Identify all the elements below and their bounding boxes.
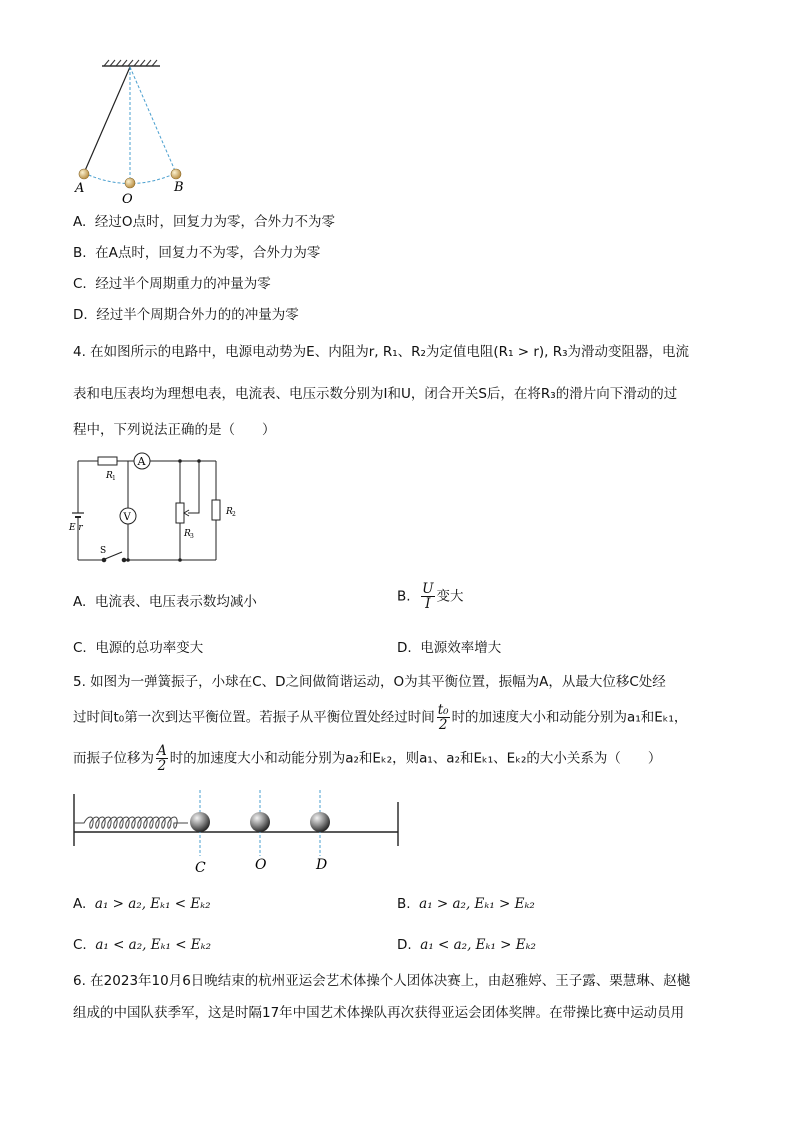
a-half-fraction: $\frac{A}{2}$ — [157, 743, 167, 774]
q4-stem-line3: 程中，下列说法正确的是（ ） — [73, 422, 276, 438]
q6-stem-line1: 6. 在2023年10月6日晚结束的杭州亚运会艺术体操个人团体决赛上，由赵雅婷、王子露、栗慧琳、赵樾 — [73, 973, 691, 989]
bob-O — [125, 178, 135, 188]
r2-label: R — [226, 507, 233, 517]
svg-text:3: 3 — [190, 533, 194, 540]
q3-option-b[interactable]: B. 在A点时，回复力不为零，合外力为零 — [73, 245, 321, 261]
q3-option-d[interactable]: D. 经过半个周期合外力的的冲量为零 — [73, 307, 299, 323]
r3-label: R — [184, 529, 191, 539]
r2-resistor — [212, 500, 220, 520]
q4-option-a[interactable]: A. 电流表、电压表示数均减小 — [73, 594, 257, 610]
spring-coil — [74, 817, 188, 828]
source-label: E r — [69, 523, 83, 533]
q4-stem-line1: 4. 在如图所示的电路中，电源电动势为E、内阻为r, R₁、R₂为定值电阻(R₁ > r), R₃为滑动变阻器，电流 — [73, 344, 690, 360]
q5-stem-line1: 5. 如图为一弹簧振子，小球在C、D之间做简谐运动，O为其平衡位置，振幅为A，从最大位移C处经 — [73, 674, 666, 690]
ammeter-label: A — [137, 455, 146, 468]
label-A: A — [75, 181, 85, 196]
q4-option-c[interactable]: C. 电源的总功率变大 — [73, 640, 204, 656]
svg-text:2: 2 — [232, 511, 236, 518]
q5-option-c[interactable]: C. a₁ < a₂, Eₖ₁ < Eₖ₂ — [73, 937, 211, 953]
q5-option-d[interactable]: D. a₁ < a₂, Eₖ₁ > Eₖ₂ — [397, 937, 536, 953]
svg-text:1: 1 — [112, 475, 116, 482]
circuit-diagram — [68, 448, 248, 566]
bob-A — [79, 169, 89, 179]
label-O: O — [255, 857, 267, 873]
t0-half-fraction: $\frac{\text{t₀}}{2}$ — [437, 702, 449, 733]
q4-option-b[interactable]: B. $\frac{U}{I}$ 变大 — [397, 581, 464, 612]
label-B: B — [174, 180, 184, 195]
r1-label: R — [106, 471, 113, 481]
ui-fraction: $\frac{U}{I}$ — [422, 581, 434, 612]
label-D: D — [316, 857, 328, 873]
q3-option-c[interactable]: C. 经过半个周期重力的冲量为零 — [73, 276, 271, 292]
voltmeter-label: V — [123, 512, 131, 523]
q3-option-a[interactable]: A. 经过O点时，回复力为零，合外力不为零 — [73, 214, 336, 230]
q4-stem-line2: 表和电压表均为理想电表，电流表、电压示数分别为I和U，闭合开关S后，在将R₃的滑片向下滑动的过 — [73, 386, 678, 402]
label-O: O — [122, 192, 133, 207]
q6-stem-line2: 组成的中国队获季军，这是时隔17年中国艺术体操队再次获得亚运会团体奖牌。在带操比赛中运动员用 — [73, 1005, 685, 1021]
q5-option-b[interactable]: B. a₁ > a₂, Eₖ₁ > Eₖ₂ — [397, 896, 535, 912]
ball-at-C — [190, 812, 210, 832]
spring-oscillator-figure — [68, 788, 408, 876]
ball-at-O — [250, 812, 270, 832]
q5-option-a[interactable]: A. a₁ > a₂, Eₖ₁ < Eₖ₂ — [73, 896, 211, 912]
q5-stem-line2: 过时间t₀第一次到达平衡位置。若振子从平衡位置处经过时间 $\frac{\text{t₀}}{2}$ 时的加速度大小和动能分别为a₁和Eₖ₁， — [73, 702, 688, 733]
q4-option-d[interactable]: D. 电源效率增大 — [397, 640, 502, 656]
bob-B — [171, 169, 181, 179]
pendulum-figure — [70, 58, 200, 208]
r1-resistor — [98, 457, 117, 465]
label-C: C — [195, 860, 206, 876]
switch-label: S — [100, 546, 107, 556]
r3-resistor — [176, 503, 184, 523]
ball-at-D — [310, 812, 330, 832]
q5-stem-line3: 而振子位移为 $\frac{A}{2}$ 时的加速度大小和动能分别为a₂和Eₖ₂，则a₁、a₂和Eₖ₁、Eₖ₂的大小关系为（ ） — [73, 743, 662, 774]
